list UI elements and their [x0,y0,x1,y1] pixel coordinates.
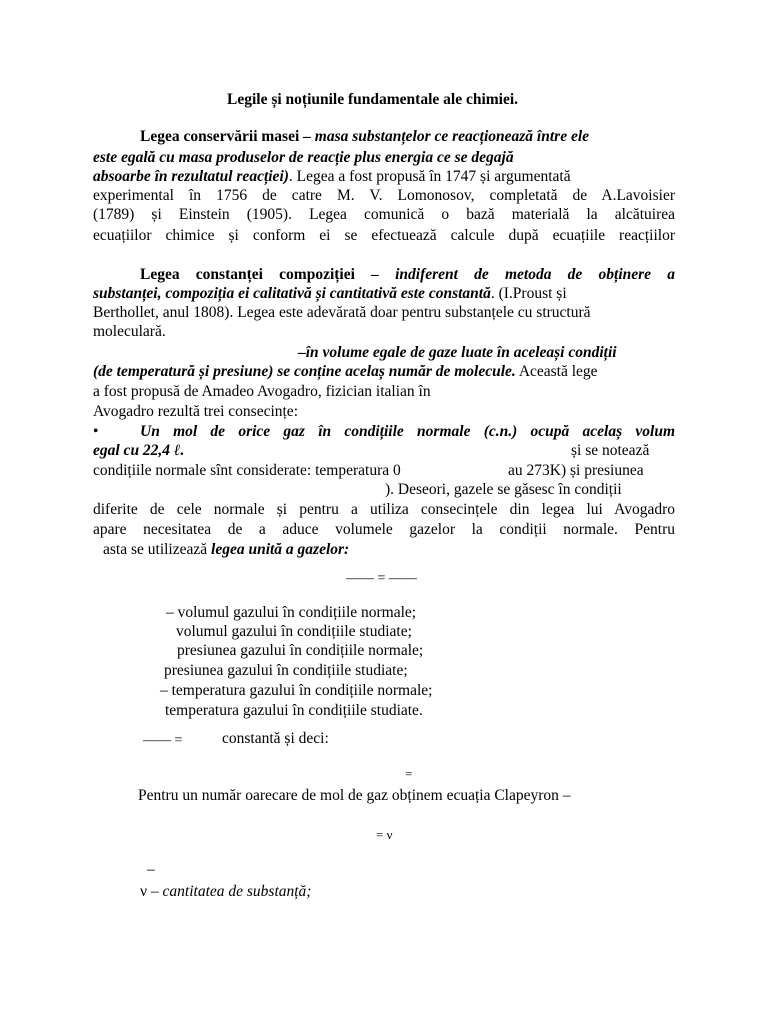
law-conservation-name: Legea conservării masei [140,128,300,145]
law-avogadro-line-3: a fost propusă de Amadeo Avogadro, fizician italian în [93,383,431,400]
law-conservation-line-2: este egală cu masa produselor de reacție plus energia ce se degajă [93,149,514,166]
clapeyron-formula: = ν [376,827,393,842]
consequence-notation: și se notează [571,442,650,459]
law-composition-statement-end: substanței, compoziția ei calitativă și cantitativă este constantă [93,285,491,302]
nu-definition-text: – cantitatea de substanță; [147,883,312,900]
law-conservation-line-5: (1789) și Einstein (1905). Legea comunică o bază materială la alcătuirea [93,206,675,223]
law-composition-line-2 [93,285,567,303]
dash-line: – [147,861,155,878]
law-conservation-line-6: ecuațiilor chimice și conform ei se efectuează calcule după ecuațiile reacțiilor [93,227,675,244]
law-composition-line-3: Berthollet, anul 1808). Legea este adevărată doar pentru substanțele cu structură [93,304,591,321]
consequence-line-3a: condițiile normale sînt considerate: temperatura 0 [93,462,401,479]
law-conservation-line-1 [140,128,589,146]
nu-definition [140,883,311,901]
definition-p: presiunea gazului în condițiile studiate; [164,662,408,679]
law-conservation-statement-end: absoarbe în rezultatul reacției) [93,168,289,185]
formula-equals: = [405,766,413,781]
definition-t0: – temperatura gazului în condițiile normale; [160,682,433,699]
definition-p0: presiunea gazului în condițiile normale; [177,642,424,659]
consequence-line-1: Un mol de orice gaz în condițiile normale (c.n.) ocupă acelaș volum [140,423,675,440]
law-composition-line-1 [140,266,675,284]
law-avogadro-line-4: Avogadro rezultă trei consecințe: [93,403,298,420]
consequence-line-6: apare necesitatea de a aduce volumele gazelor la condiții normale. Pentru [93,521,675,538]
law-avogadro-line-1: –în volume egale de gaze luate în aceleași condiții [298,344,617,361]
law-conservation-statement-start: – masa substanțelor ce reacționează între ele [299,128,590,145]
consequence-line-5: diferite de cele normale și pentru a utiliza consecințele din legea lui Avogadro [93,501,675,518]
consequence-line-3b: au 273K) și presiunea [508,462,644,479]
law-composition-line-4: moleculară. [93,323,166,340]
definition-t: temperatura gazului în condițiile studiate. [165,702,423,719]
consequence-line-7 [103,541,349,559]
bullet-icon: • [93,423,99,440]
law-composition-attribution: . (I.Proust și [490,285,567,302]
combined-gas-law-name: legea unită a gazelor: [211,541,350,558]
law-composition-name: Legea constanței compoziției [140,266,355,283]
combined-gas-law-formula: —— = —— [346,571,417,586]
document-title: Legile și noțiunile fundamentale ale chimiei. [227,91,519,108]
combined-gas-law-intro: asta se utilizează [103,541,212,558]
law-conservation-history: . Legea a fost propusă în 1747 și argumentată [288,168,571,185]
law-conservation-line-4: experimental în 1756 de catre M. V. Lomonosov, completată de A.Lavoisier [93,187,675,204]
definition-v0: – volumul gazului în condițiile normale; [166,604,417,621]
consequence-line-4: ). Deseori, gazele se găsesc în condiții [385,481,622,498]
consequence-line-2: egal cu 22,4 ℓ. [93,442,185,459]
formula-constant-fraction: —— = [143,733,183,748]
law-avogadro-line-2 [93,363,598,381]
law-avogadro-text: Această lege [515,363,598,380]
law-composition-statement-start: – indiferent de metoda de obținere a [354,266,675,283]
law-conservation-line-3 [93,168,571,186]
definition-v: volumul gazului în condițiile studiate; [176,623,412,640]
formula-constant-text: constantă și deci: [222,730,329,747]
clapeyron-intro: Pentru un număr oarecare de mol de gaz obținem ecuația Clapeyron – [138,787,571,804]
law-avogadro-statement-end: (de temperatură și presiune) se conține acelaș număr de molecule. [93,363,516,380]
nu-symbol: ν [140,883,148,900]
